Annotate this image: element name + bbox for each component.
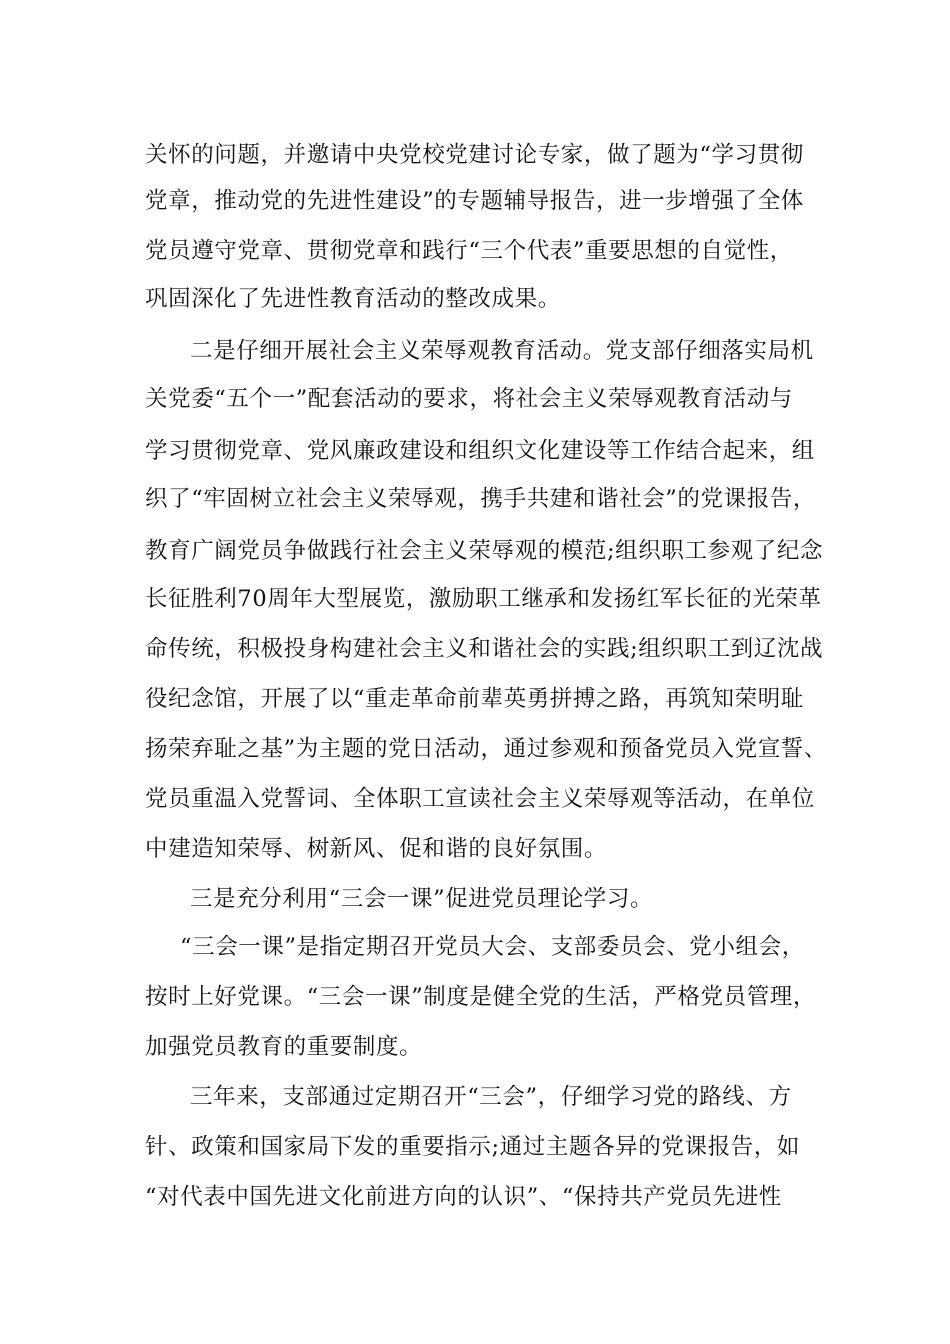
text-line: 中建造知荣辱、树新风、促和谐的良好氛围。 — [145, 836, 608, 862]
text-line: 关怀的问题，并邀请中央党校党建讨论专家，做了题为“学习贯彻 — [145, 142, 804, 168]
text-line: 党员遵守党章、贯彻党章和践行“三个代表”重要思想的自觉性， — [145, 238, 793, 264]
text-line: 扬荣弃耻之基”为主题的党日活动，通过参观和预备党员入党宣誓、 — [145, 736, 828, 762]
text-line: 二是仔细开展社会主义荣辱观教育活动。党支部仔细落实局机 — [190, 338, 814, 364]
text-line: 针、政策和国家局下发的重要指示;通过主题各异的党课报告，如 — [145, 1134, 800, 1160]
text-line: 按时上好党课。“三会一课”制度是健全党的生活，严格党员管理， — [145, 984, 817, 1010]
text-line: 三年来，支部通过定期召开“三会”，仔细学习党的路线、方 — [190, 1084, 792, 1110]
text-line: “三会一课”是指定期召开党员大会、支部委员会、党小组会， — [180, 934, 805, 960]
text-line: 三是充分利用“三会一课”促进党员理论学习。 — [190, 886, 654, 912]
text-line: 党员重温入党誓词、全体职工宣读社会主义荣辱观等活动，在单位 — [145, 786, 815, 812]
text-line: 学习贯彻党章、党风廉政建设和组织文化建设等工作结合起来，组 — [145, 438, 815, 464]
text-line: 党章，推动党的先进性建设”的专题辅导报告，进一步增强了全体 — [145, 188, 804, 214]
text-line: 教育广阔党员争做践行社会主义荣辱观的模范;组织职工参观了纪念 — [145, 538, 824, 564]
text-line: 命传统，积极投身构建社会主义和谐社会的实践;组织职工到辽沈战 — [145, 636, 824, 662]
text-line: 织了“牢固树立社会主义荣辱观，携手共建和谐社会”的党课报告， — [145, 486, 817, 512]
text-line: 关党委“五个一”配套活动的要求，将社会主义荣辱观教育活动与 — [145, 386, 793, 412]
text-line: “对代表中国先进文化前进方向的认识”、“保持共产党员先进性 — [145, 1184, 782, 1210]
text-line: 巩固深化了先进性教育活动的整改成果。 — [145, 286, 561, 312]
text-line: 长征胜利70周年大型展览，激励职工继承和发扬红军长征的光荣革 — [145, 586, 822, 612]
text-line: 加强党员教育的重要制度。 — [145, 1034, 423, 1060]
text-line: 役纪念馆，开展了以“重走革命前辈英勇拼搏之路，再筑知荣明耻 — [145, 686, 804, 712]
